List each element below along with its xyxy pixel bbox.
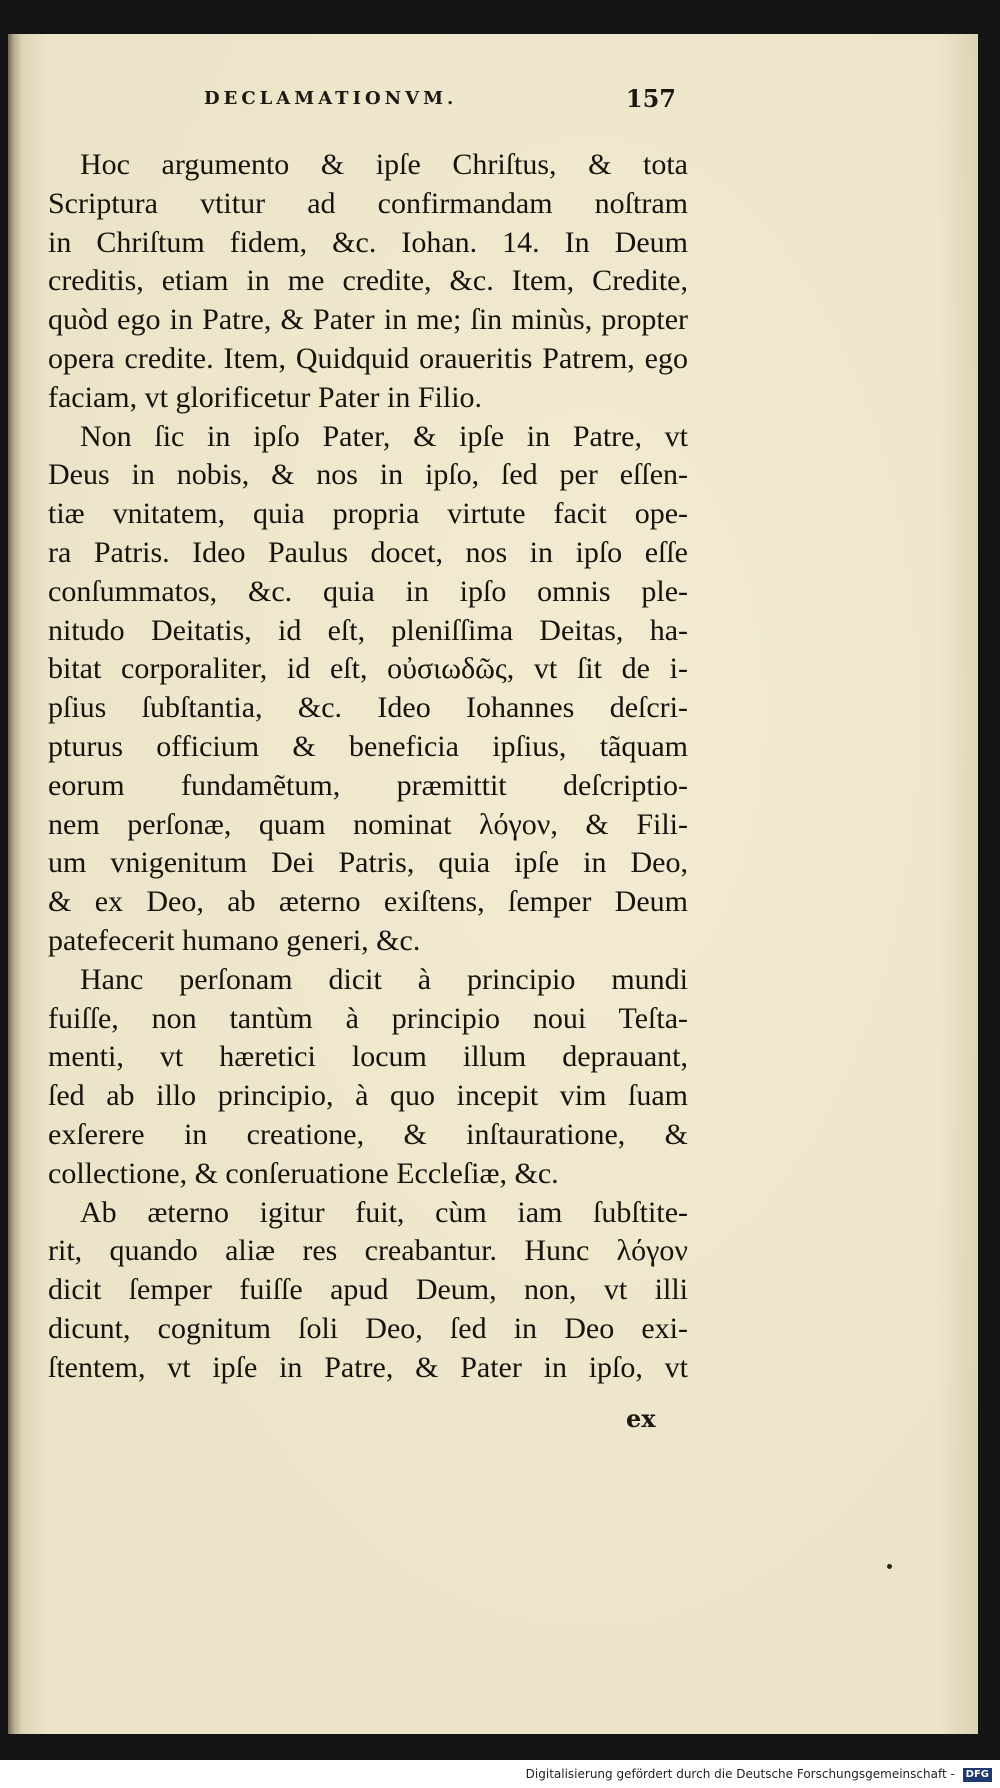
text-line: Deus in nobis, & nos in ipſo, ſed per eſſen-: [48, 458, 688, 492]
text-line: in Chriſtum fidem, &c. Iohan. 14. In Deum: [48, 225, 688, 259]
text-line: conſummatos, &c. quia in ipſo omnis ple-: [48, 574, 688, 608]
text-line: fuiſſe, non tantùm à principio noui Teſta-: [48, 1001, 688, 1035]
ink-speck: [887, 1564, 892, 1569]
digitization-footer: [0, 1762, 992, 1786]
text-line: exſerere in creatione, & inſtauratione, &: [48, 1117, 688, 1151]
text-line: faciam, vt glorificetur Pater in Filio.: [48, 380, 483, 414]
text-line: creditis, etiam in me credite, &c. Item, Credite,: [48, 264, 688, 298]
text-line: ſtentem, vt ipſe in Patre, & Pater in ipſo, vt: [48, 1350, 688, 1384]
running-head: DECLAMATIONVM.: [204, 88, 458, 109]
text-line: Scriptura vtitur ad confirmandam noſtram: [48, 186, 688, 220]
text-line: dicunt, cognitum ſoli Deo, ſed in Deo exi-: [48, 1311, 688, 1345]
text-line: ra Patris. Ideo Paulus docet, nos in ipſo eſſe: [48, 535, 688, 569]
text-line: nem perſonæ, quam nominat λόγον, & Fili-: [48, 807, 688, 841]
text-line: tiæ vnitatem, quia propria virtute facit ope-: [48, 497, 688, 531]
text-line: um vnigenitum Dei Patris, quia ipſe in Deo,: [48, 846, 688, 880]
text-line: pturus officium & beneficia ipſius, tãquam: [48, 729, 688, 763]
text-line: quòd ego in Patre, & Pater in me; ſin minùs, propter: [48, 303, 688, 337]
dfg-logo: DFG: [963, 1768, 992, 1782]
text-line: eorum fundamẽtum, præmittit deſcriptio-: [48, 768, 688, 802]
page-edge-shadow: [8, 34, 22, 1734]
text-line: Hoc argumento & ipſe Chriſtus, & tota: [80, 148, 688, 181]
catchword: ex: [626, 1404, 656, 1433]
text-line: patefecerit humano generi, &c.: [48, 923, 421, 957]
text-line: menti, vt hæretici locum illum deprauant,: [48, 1040, 688, 1074]
text-line: bitat corporaliter, id eſt, οὐσιωδῶς, vt ſit de i-: [48, 652, 688, 686]
text-line: nitudo Deitatis, id eſt, pleniſſima Deitas, ha-: [48, 613, 688, 647]
footer-credit: Digitalisierung gefördert durch die Deutsche Forschungsgemeinschaft -: [525, 1767, 955, 1781]
book-page: [8, 34, 978, 1734]
text-line: opera credite. Item, Quidquid oraueritis Patrem, ego: [48, 341, 688, 375]
body-text: [48, 146, 688, 1388]
text-line: Hanc perſonam dicit à principio mundi: [80, 962, 688, 996]
text-line: & ex Deo, ab æterno exiſtens, ſemper Deum: [48, 885, 688, 919]
text-line: pſius ſubſtantia, &c. Ideo Iohannes deſcri-: [48, 691, 688, 725]
text-line: Ab æterno igitur fuit, cùm iam ſubſtite-: [80, 1195, 688, 1229]
page-header: [204, 82, 674, 122]
text-line: ſed ab illo principio, à quo incepit vim ſuam: [48, 1079, 688, 1113]
text-line: Non ſic in ipſo Pater, & ipſe in Patre, vt: [80, 419, 688, 453]
text-line: rit, quando aliæ res creabantur. Hunc λόγον: [48, 1234, 688, 1268]
text-line: collectione, & conſeruatione Eccleſiæ, &c.: [48, 1156, 559, 1190]
text-line: dicit ſemper fuiſſe apud Deum, non, vt illi: [48, 1273, 688, 1307]
page-number: 157: [625, 84, 676, 113]
